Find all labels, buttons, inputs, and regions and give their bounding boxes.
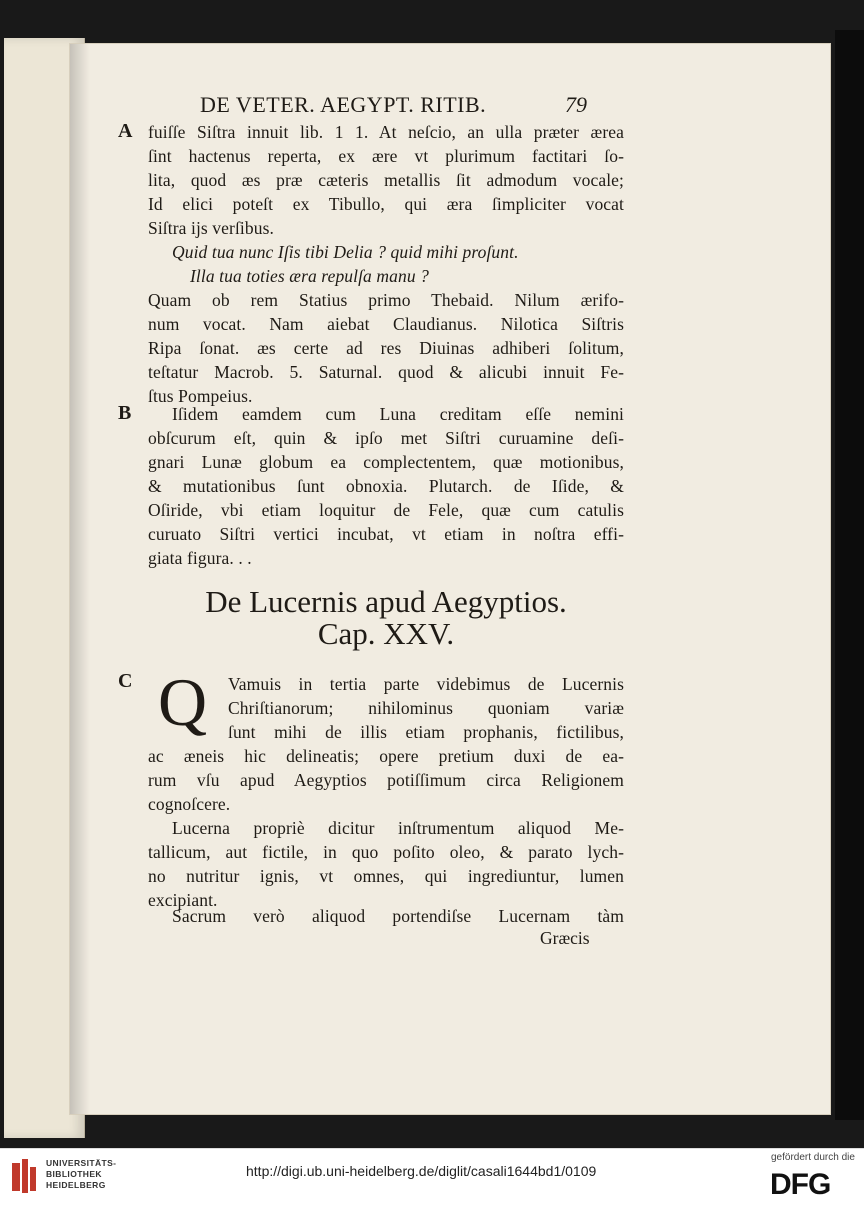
verse-line: Illa tua toties æra repulſa manu ? xyxy=(190,266,430,286)
text-line: no nutritur ignis, vt omnes, qui ingrediuntur, lumen xyxy=(148,866,624,886)
text-line: gnari Lunæ globum ea complectentem, quæ motionibus, xyxy=(148,452,624,472)
text-line: Chriſtianorum; nihilominus quoniam variæ xyxy=(228,698,624,718)
text-line: lita, quod æs præ cæteris metallis ſit admodum vocale; xyxy=(148,170,624,190)
margin-letter-c: C xyxy=(118,670,133,692)
text-line: Id elici poteſt ex Tibullo, qui æra ſimpliciter vocat xyxy=(148,194,624,214)
text-line: Siſtra ijs verſibus. xyxy=(148,218,274,238)
running-head: DE VETER. AEGYPT. RITIB. xyxy=(200,92,487,117)
viewer-footer xyxy=(0,1148,864,1211)
text-line: ac æneis hic delineatis; opere pretium duxi de ea- xyxy=(148,746,624,766)
text-line: curuato Siſtri vertici incubat, vt etiam in noſtra effi- xyxy=(148,524,624,544)
text-line: & mutationibus ſunt obnoxia. Plutarch. de Iſide, & xyxy=(148,476,624,496)
text-line: Lucerna propriè dicitur inſtrumentum aliquod Me- xyxy=(172,818,624,838)
text-line: num vocat. Nam aiebat Claudianus. Nilotica Siſtris xyxy=(148,314,624,334)
text-line: ſunt mihi de illis etiam prophanis, fictilibus, xyxy=(228,722,624,742)
text-line: Iſidem eamdem cum Luna creditam eſſe nemini xyxy=(172,404,624,424)
university-library-logo-icon[interactable] xyxy=(10,1157,38,1197)
permalink-url[interactable]: http://digi.ub.uni-heidelberg.de/diglit/casali1644bd1/0109 xyxy=(246,1163,597,1179)
chapter-number: Cap. XXV. xyxy=(317,616,455,651)
page-number: 79 xyxy=(565,92,587,117)
text-line: Sacrum verò aliquod portendiſse Lucernam tàm xyxy=(172,906,624,926)
text-line: giata figura. . . xyxy=(148,548,252,568)
text-line: obſcurum eſt, quin & ipſo met Siſtri curuamine deſi- xyxy=(148,428,624,448)
margin-letter-b: B xyxy=(118,402,132,424)
text-line: ſtus Pompeius. xyxy=(148,386,253,406)
text-line: fuiſſe Siſtra innuit lib. 1 1. At neſcio, an ulla præter ærea xyxy=(148,122,624,142)
library-name-line: UNIVERSITÄTS- xyxy=(46,1158,117,1168)
text-line: Vamuis in tertia parte videbimus de Lucernis xyxy=(228,674,624,694)
catchword: Græcis xyxy=(540,928,590,948)
university-library-name[interactable] xyxy=(46,1158,116,1191)
text-line: teſtatur Macrob. 5. Saturnal. quod & alicubi innuit Fe- xyxy=(148,362,624,382)
drop-cap: Q xyxy=(158,664,208,740)
text-line: Quam ob rem Statius primo Thebaid. Nilum ærifo- xyxy=(148,290,624,310)
text-line: Ripa ſonat. æs certe ad res Diuinas adhiberi ſolitum, xyxy=(148,338,624,358)
text-line: Oſiride, vbi etiam loquitur de Fele, quæ cum catulis xyxy=(148,500,624,520)
book-edge-shadow xyxy=(835,30,864,1120)
text-line: ſint hactenus reperta, ex ære vt plurimum factitari ſo- xyxy=(148,146,624,166)
library-name-line: BIBLIOTHEK xyxy=(46,1169,102,1179)
page-gutter-shadow xyxy=(70,44,90,1114)
margin-letter-a: A xyxy=(118,120,133,142)
chapter-title: De Lucernis apud Aegyptios. xyxy=(205,584,567,619)
text-line: tallicum, aut fictile, in quo poſito oleo, & parato lych- xyxy=(148,842,624,862)
sponsor-label: gefördert durch die xyxy=(771,1152,855,1163)
verse-line: Quid tua nunc Iſis tibi Delia ? quid mihi proſunt. xyxy=(172,242,519,262)
text-line: excipiant. xyxy=(148,890,218,910)
library-name-line: HEIDELBERG xyxy=(46,1180,106,1190)
text-line: rum vſu apud Aegyptios potiſſimum circa Religionem xyxy=(148,770,624,790)
text-line: cognoſcere. xyxy=(148,794,231,814)
dfg-logo[interactable]: DFG xyxy=(770,1168,831,1201)
